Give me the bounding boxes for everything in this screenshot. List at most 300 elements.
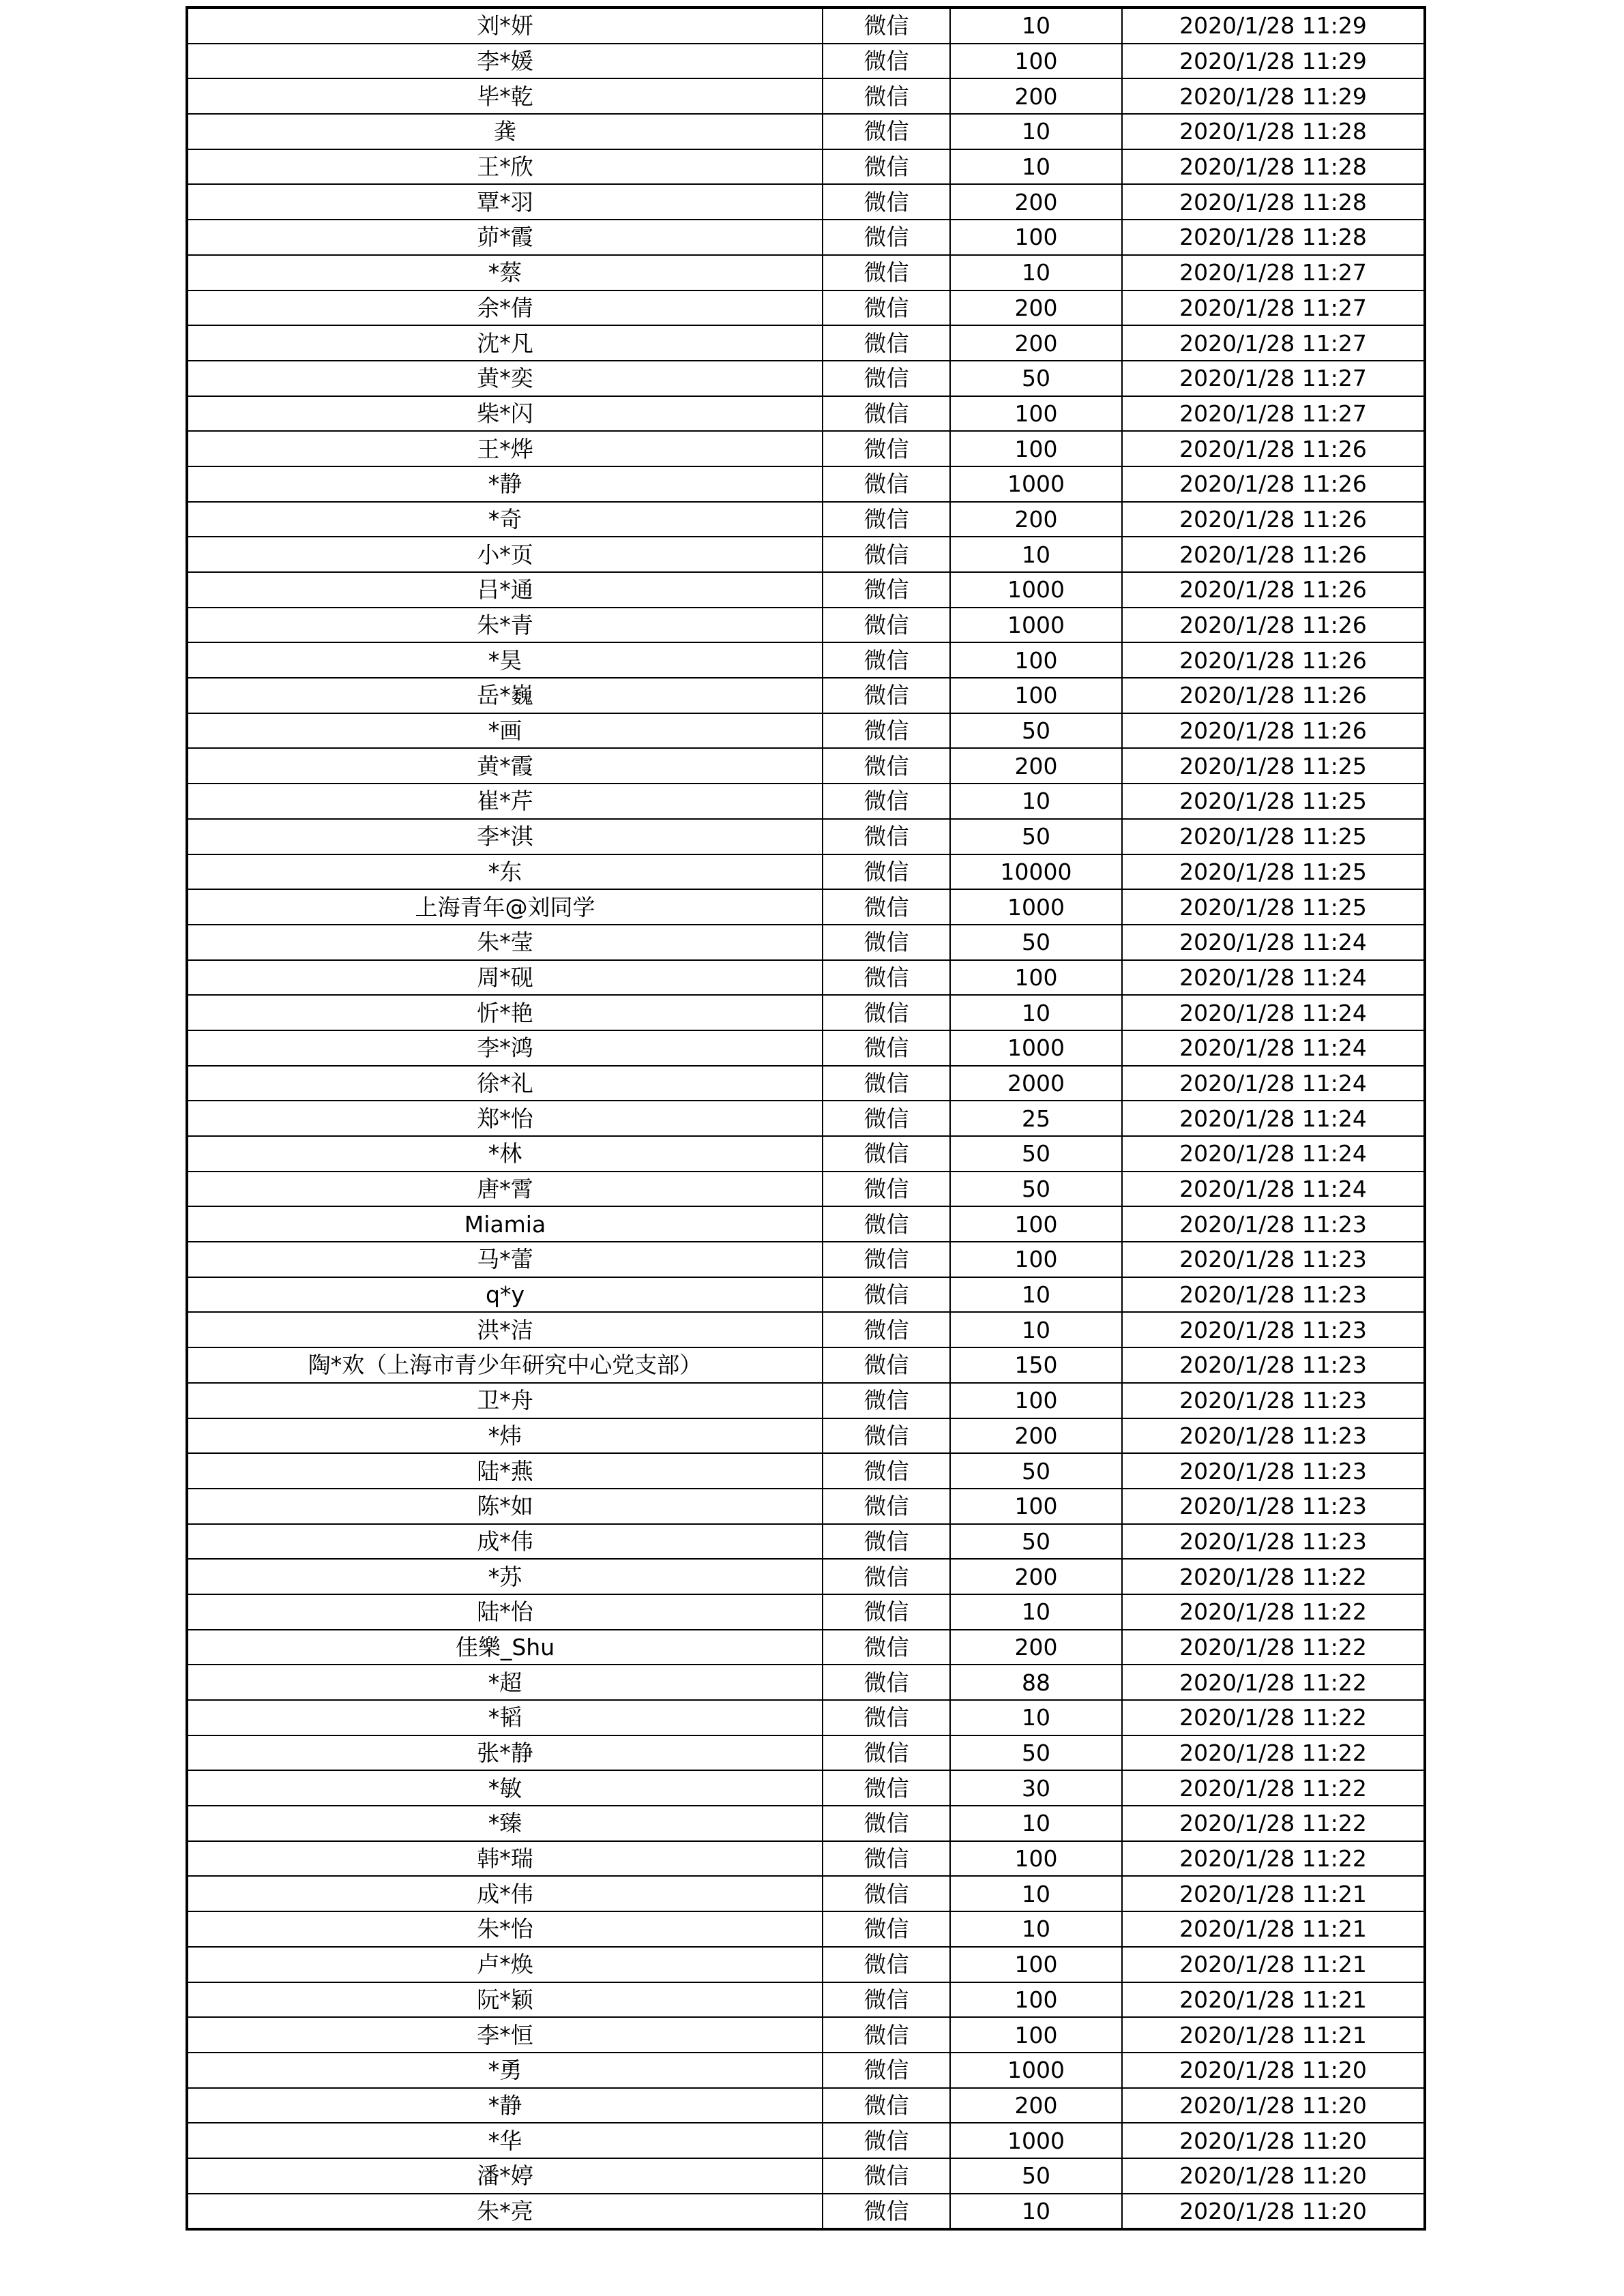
amount-cell: 10: [950, 114, 1122, 149]
table-row: [187, 1594, 1425, 1630]
time-cell: 2020/1/28 11:23: [1122, 1489, 1425, 1524]
table-row: [187, 114, 1425, 149]
donor-name-cell: 佳樂_Shu: [187, 1630, 823, 1665]
table-row: [187, 608, 1425, 643]
donor-name-cell: *奇: [187, 502, 823, 537]
donor-name-cell: *韬: [187, 1700, 823, 1735]
time-cell: 2020/1/28 11:23: [1122, 1242, 1425, 1277]
table-row: [187, 8, 1425, 44]
table-row: [187, 1665, 1425, 1700]
payment-method-cell: 微信: [823, 431, 950, 466]
payment-method-cell: 微信: [823, 325, 950, 361]
table-row: [187, 1735, 1425, 1771]
amount-cell: 100: [950, 396, 1122, 432]
donor-name-cell: 马*蕾: [187, 1242, 823, 1277]
time-cell: 2020/1/28 11:28: [1122, 220, 1425, 255]
donor-name-cell: 上海青年@刘同学: [187, 889, 823, 925]
amount-cell: 2000: [950, 1066, 1122, 1101]
amount-cell: 50: [950, 1136, 1122, 1172]
table-row: [187, 325, 1425, 361]
donor-name-cell: *蔡: [187, 255, 823, 290]
payment-method-cell: 微信: [823, 1735, 950, 1771]
payment-method-cell: 微信: [823, 678, 950, 713]
donor-name-cell: 韩*瑞: [187, 1841, 823, 1877]
amount-cell: 30: [950, 1770, 1122, 1806]
payment-method-cell: 微信: [823, 114, 950, 149]
amount-cell: 10: [950, 995, 1122, 1030]
donor-name-cell: *画: [187, 713, 823, 749]
amount-cell: 100: [950, 1206, 1122, 1242]
amount-cell: 1000: [950, 889, 1122, 925]
time-cell: 2020/1/28 11:23: [1122, 1418, 1425, 1454]
time-cell: 2020/1/28 11:26: [1122, 466, 1425, 502]
time-cell: 2020/1/28 11:26: [1122, 431, 1425, 466]
payment-method-cell: 微信: [823, 1841, 950, 1877]
time-cell: 2020/1/28 11:26: [1122, 642, 1425, 678]
donor-name-cell: *东: [187, 854, 823, 890]
table-row: [187, 255, 1425, 290]
table-row: [187, 784, 1425, 819]
amount-cell: 100: [950, 1982, 1122, 2018]
table-row: [187, 748, 1425, 784]
table-row: [187, 149, 1425, 185]
donor-name-cell: 成*伟: [187, 1876, 823, 1911]
donor-name-cell: *昊: [187, 642, 823, 678]
time-cell: 2020/1/28 11:20: [1122, 2088, 1425, 2123]
payment-method-cell: 微信: [823, 1947, 950, 1982]
amount-cell: 100: [950, 678, 1122, 713]
time-cell: 2020/1/28 11:23: [1122, 1453, 1425, 1489]
time-cell: 2020/1/28 11:27: [1122, 325, 1425, 361]
time-cell: 2020/1/28 11:26: [1122, 572, 1425, 608]
time-cell: 2020/1/28 11:24: [1122, 1066, 1425, 1101]
amount-cell: 88: [950, 1665, 1122, 1700]
payment-method-cell: 微信: [823, 995, 950, 1030]
donor-name-cell: *敏: [187, 1770, 823, 1806]
amount-cell: 100: [950, 1383, 1122, 1418]
amount-cell: 100: [950, 220, 1122, 255]
payment-method-cell: 微信: [823, 748, 950, 784]
time-cell: 2020/1/28 11:29: [1122, 8, 1425, 44]
amount-cell: 150: [950, 1347, 1122, 1383]
donor-name-cell: *超: [187, 1665, 823, 1700]
table-row: [187, 431, 1425, 466]
table-row: [187, 2017, 1425, 2053]
donor-name-cell: 李*媛: [187, 44, 823, 79]
table-row: [187, 184, 1425, 220]
amount-cell: 10: [950, 537, 1122, 572]
table-row: [187, 1066, 1425, 1101]
amount-cell: 200: [950, 1559, 1122, 1594]
donor-name-cell: 阮*颖: [187, 1982, 823, 2018]
donor-name-cell: 朱*怡: [187, 1911, 823, 1947]
donor-name-cell: 沈*凡: [187, 325, 823, 361]
amount-cell: 10: [950, 1806, 1122, 1841]
table-row: [187, 1206, 1425, 1242]
time-cell: 2020/1/28 11:24: [1122, 925, 1425, 960]
time-cell: 2020/1/28 11:23: [1122, 1347, 1425, 1383]
time-cell: 2020/1/28 11:27: [1122, 255, 1425, 290]
payment-method-cell: 微信: [823, 466, 950, 502]
table-row: [187, 1947, 1425, 1982]
donor-name-cell: 陆*怡: [187, 1594, 823, 1630]
amount-cell: 50: [950, 361, 1122, 396]
time-cell: 2020/1/28 11:23: [1122, 1277, 1425, 1313]
table-row: [187, 1982, 1425, 2018]
payment-method-cell: 微信: [823, 2088, 950, 2123]
table-row: [187, 1453, 1425, 1489]
payment-method-cell: 微信: [823, 713, 950, 749]
donation-table-body: [187, 8, 1425, 2229]
payment-method-cell: 微信: [823, 1347, 950, 1383]
time-cell: 2020/1/28 11:22: [1122, 1806, 1425, 1841]
amount-cell: 200: [950, 502, 1122, 537]
time-cell: 2020/1/28 11:20: [1122, 2053, 1425, 2088]
amount-cell: 50: [950, 2158, 1122, 2194]
payment-method-cell: 微信: [823, 2194, 950, 2230]
donor-name-cell: *炜: [187, 1418, 823, 1454]
donor-name-cell: 郑*怡: [187, 1101, 823, 1136]
time-cell: 2020/1/28 11:26: [1122, 713, 1425, 749]
time-cell: 2020/1/28 11:27: [1122, 290, 1425, 326]
donor-name-cell: 黄*霞: [187, 748, 823, 784]
amount-cell: 50: [950, 713, 1122, 749]
payment-method-cell: 微信: [823, 537, 950, 572]
donor-name-cell: 周*砚: [187, 960, 823, 996]
time-cell: 2020/1/28 11:29: [1122, 78, 1425, 114]
time-cell: 2020/1/28 11:26: [1122, 678, 1425, 713]
time-cell: 2020/1/28 11:24: [1122, 1136, 1425, 1172]
table-row: [187, 2053, 1425, 2088]
time-cell: 2020/1/28 11:28: [1122, 184, 1425, 220]
amount-cell: 100: [950, 1489, 1122, 1524]
amount-cell: 50: [950, 819, 1122, 854]
donor-name-cell: 覃*羽: [187, 184, 823, 220]
table-row: [187, 290, 1425, 326]
table-row: [187, 1312, 1425, 1347]
amount-cell: 200: [950, 78, 1122, 114]
payment-method-cell: 微信: [823, 1876, 950, 1911]
payment-method-cell: 微信: [823, 2158, 950, 2194]
time-cell: 2020/1/28 11:22: [1122, 1665, 1425, 1700]
donor-name-cell: 黄*奕: [187, 361, 823, 396]
time-cell: 2020/1/28 11:28: [1122, 149, 1425, 185]
donor-name-cell: 成*伟: [187, 1524, 823, 1560]
time-cell: 2020/1/28 11:20: [1122, 2194, 1425, 2230]
time-cell: 2020/1/28 11:22: [1122, 1700, 1425, 1735]
amount-cell: 10: [950, 1312, 1122, 1347]
donor-name-cell: 陈*如: [187, 1489, 823, 1524]
table-row: [187, 2123, 1425, 2158]
amount-cell: 10000: [950, 854, 1122, 890]
amount-cell: 10: [950, 149, 1122, 185]
amount-cell: 1000: [950, 1030, 1122, 1066]
donor-name-cell: Miamia: [187, 1206, 823, 1242]
payment-method-cell: 微信: [823, 290, 950, 326]
time-cell: 2020/1/28 11:22: [1122, 1770, 1425, 1806]
payment-method-cell: 微信: [823, 1242, 950, 1277]
amount-cell: 50: [950, 1453, 1122, 1489]
payment-method-cell: 微信: [823, 1806, 950, 1841]
payment-method-cell: 微信: [823, 2053, 950, 2088]
payment-method-cell: 微信: [823, 819, 950, 854]
amount-cell: 100: [950, 44, 1122, 79]
payment-method-cell: 微信: [823, 220, 950, 255]
payment-method-cell: 微信: [823, 1136, 950, 1172]
table-row: [187, 854, 1425, 890]
payment-method-cell: 微信: [823, 1911, 950, 1947]
time-cell: 2020/1/28 11:22: [1122, 1841, 1425, 1877]
amount-cell: 200: [950, 184, 1122, 220]
table-row: [187, 1242, 1425, 1277]
time-cell: 2020/1/28 11:21: [1122, 1911, 1425, 1947]
table-row: [187, 1806, 1425, 1841]
time-cell: 2020/1/28 11:25: [1122, 784, 1425, 819]
payment-method-cell: 微信: [823, 960, 950, 996]
payment-method-cell: 微信: [823, 8, 950, 44]
payment-method-cell: 微信: [823, 1383, 950, 1418]
payment-method-cell: 微信: [823, 784, 950, 819]
donor-name-cell: *静: [187, 466, 823, 502]
table-row: [187, 1911, 1425, 1947]
donor-name-cell: 刘*妍: [187, 8, 823, 44]
time-cell: 2020/1/28 11:21: [1122, 1947, 1425, 1982]
payment-method-cell: 微信: [823, 889, 950, 925]
donor-name-cell: 唐*霄: [187, 1172, 823, 1207]
donor-name-cell: 李*淇: [187, 819, 823, 854]
time-cell: 2020/1/28 11:20: [1122, 2123, 1425, 2158]
payment-method-cell: 微信: [823, 2123, 950, 2158]
table-row: [187, 572, 1425, 608]
table-row: [187, 1700, 1425, 1735]
time-cell: 2020/1/28 11:24: [1122, 1101, 1425, 1136]
payment-method-cell: 微信: [823, 1982, 950, 2018]
payment-method-cell: 微信: [823, 1594, 950, 1630]
amount-cell: 100: [950, 642, 1122, 678]
donor-name-cell: 洪*洁: [187, 1312, 823, 1347]
payment-method-cell: 微信: [823, 184, 950, 220]
time-cell: 2020/1/28 11:21: [1122, 1982, 1425, 2018]
donor-name-cell: 忻*艳: [187, 995, 823, 1030]
donor-name-cell: 李*恒: [187, 2017, 823, 2053]
table-row: [187, 537, 1425, 572]
table-row: [187, 1383, 1425, 1418]
donor-name-cell: 龚: [187, 114, 823, 149]
payment-method-cell: 微信: [823, 78, 950, 114]
amount-cell: 100: [950, 960, 1122, 996]
amount-cell: 10: [950, 1911, 1122, 1947]
table-row: [187, 1876, 1425, 1911]
time-cell: 2020/1/28 11:23: [1122, 1383, 1425, 1418]
payment-method-cell: 微信: [823, 1665, 950, 1700]
donor-name-cell: 王*欣: [187, 149, 823, 185]
payment-method-cell: 微信: [823, 642, 950, 678]
amount-cell: 1000: [950, 572, 1122, 608]
amount-cell: 10: [950, 2194, 1122, 2230]
payment-method-cell: 微信: [823, 1524, 950, 1560]
donor-name-cell: 朱*青: [187, 608, 823, 643]
amount-cell: 10: [950, 1876, 1122, 1911]
amount-cell: 1000: [950, 608, 1122, 643]
donor-name-cell: q*y: [187, 1277, 823, 1313]
table-row: [187, 1172, 1425, 1207]
donor-name-cell: *臻: [187, 1806, 823, 1841]
payment-method-cell: 微信: [823, 361, 950, 396]
time-cell: 2020/1/28 11:24: [1122, 1172, 1425, 1207]
time-cell: 2020/1/28 11:24: [1122, 995, 1425, 1030]
payment-method-cell: 微信: [823, 502, 950, 537]
donor-name-cell: 小*页: [187, 537, 823, 572]
time-cell: 2020/1/28 11:25: [1122, 748, 1425, 784]
amount-cell: 100: [950, 2017, 1122, 2053]
payment-method-cell: 微信: [823, 925, 950, 960]
amount-cell: 10: [950, 784, 1122, 819]
table-row: [187, 925, 1425, 960]
time-cell: 2020/1/28 11:23: [1122, 1312, 1425, 1347]
donor-name-cell: 岳*巍: [187, 678, 823, 713]
time-cell: 2020/1/28 11:21: [1122, 2017, 1425, 2053]
table-row: [187, 1841, 1425, 1877]
donor-name-cell: 徐*礼: [187, 1066, 823, 1101]
table-row: [187, 889, 1425, 925]
payment-method-cell: 微信: [823, 1172, 950, 1207]
time-cell: 2020/1/28 11:21: [1122, 1876, 1425, 1911]
amount-cell: 25: [950, 1101, 1122, 1136]
payment-method-cell: 微信: [823, 1277, 950, 1313]
table-row: [187, 2158, 1425, 2194]
amount-cell: 50: [950, 1172, 1122, 1207]
donor-name-cell: 王*烨: [187, 431, 823, 466]
amount-cell: 100: [950, 1841, 1122, 1877]
table-row: [187, 713, 1425, 749]
time-cell: 2020/1/28 11:24: [1122, 1030, 1425, 1066]
amount-cell: 200: [950, 325, 1122, 361]
donor-name-cell: 张*静: [187, 1735, 823, 1771]
payment-method-cell: 微信: [823, 1489, 950, 1524]
amount-cell: 200: [950, 748, 1122, 784]
table-row: [187, 995, 1425, 1030]
donor-name-cell: *林: [187, 1136, 823, 1172]
table-row: [187, 1770, 1425, 1806]
table-row: [187, 1489, 1425, 1524]
time-cell: 2020/1/28 11:24: [1122, 960, 1425, 996]
payment-method-cell: 微信: [823, 572, 950, 608]
amount-cell: 200: [950, 1418, 1122, 1454]
table-row: [187, 78, 1425, 114]
payment-method-cell: 微信: [823, 44, 950, 79]
table-row: [187, 678, 1425, 713]
donor-name-cell: *华: [187, 2123, 823, 2158]
donor-name-cell: 吕*通: [187, 572, 823, 608]
amount-cell: 10: [950, 255, 1122, 290]
donor-name-cell: 陶*欢（上海市青少年研究中心党支部）: [187, 1347, 823, 1383]
table-row: [187, 44, 1425, 79]
donor-name-cell: 朱*亮: [187, 2194, 823, 2230]
table-row: [187, 642, 1425, 678]
table-row: [187, 502, 1425, 537]
payment-method-cell: 微信: [823, 255, 950, 290]
amount-cell: 10: [950, 1700, 1122, 1735]
amount-cell: 50: [950, 1735, 1122, 1771]
table-row: [187, 2194, 1425, 2230]
table-row: [187, 1524, 1425, 1560]
donor-name-cell: *静: [187, 2088, 823, 2123]
donor-name-cell: 毕*乾: [187, 78, 823, 114]
donor-name-cell: 余*倩: [187, 290, 823, 326]
amount-cell: 10: [950, 1277, 1122, 1313]
amount-cell: 10: [950, 1594, 1122, 1630]
table-row: [187, 396, 1425, 432]
time-cell: 2020/1/28 11:29: [1122, 44, 1425, 79]
time-cell: 2020/1/28 11:22: [1122, 1735, 1425, 1771]
amount-cell: 1000: [950, 466, 1122, 502]
time-cell: 2020/1/28 11:25: [1122, 819, 1425, 854]
payment-method-cell: 微信: [823, 1418, 950, 1454]
donor-name-cell: 茆*霞: [187, 220, 823, 255]
table-row: [187, 1277, 1425, 1313]
amount-cell: 200: [950, 1630, 1122, 1665]
payment-method-cell: 微信: [823, 1700, 950, 1735]
time-cell: 2020/1/28 11:25: [1122, 889, 1425, 925]
payment-method-cell: 微信: [823, 1030, 950, 1066]
payment-method-cell: 微信: [823, 1453, 950, 1489]
amount-cell: 100: [950, 431, 1122, 466]
donor-name-cell: *苏: [187, 1559, 823, 1594]
payment-method-cell: 微信: [823, 1101, 950, 1136]
donor-name-cell: 卢*焕: [187, 1947, 823, 1982]
payment-method-cell: 微信: [823, 1770, 950, 1806]
payment-method-cell: 微信: [823, 1206, 950, 1242]
amount-cell: 10: [950, 8, 1122, 44]
table-row: [187, 1418, 1425, 1454]
payment-method-cell: 微信: [823, 1559, 950, 1594]
time-cell: 2020/1/28 11:22: [1122, 1594, 1425, 1630]
table-row: [187, 220, 1425, 255]
payment-method-cell: 微信: [823, 1066, 950, 1101]
table-row: [187, 1136, 1425, 1172]
time-cell: 2020/1/28 11:20: [1122, 2158, 1425, 2194]
payment-method-cell: 微信: [823, 396, 950, 432]
time-cell: 2020/1/28 11:27: [1122, 396, 1425, 432]
payment-method-cell: 微信: [823, 1630, 950, 1665]
amount-cell: 50: [950, 1524, 1122, 1560]
payment-method-cell: 微信: [823, 854, 950, 890]
time-cell: 2020/1/28 11:22: [1122, 1559, 1425, 1594]
amount-cell: 200: [950, 290, 1122, 326]
donor-name-cell: 潘*婷: [187, 2158, 823, 2194]
time-cell: 2020/1/28 11:26: [1122, 608, 1425, 643]
payment-method-cell: 微信: [823, 1312, 950, 1347]
table-row: [187, 1101, 1425, 1136]
table-row: [187, 819, 1425, 854]
time-cell: 2020/1/28 11:25: [1122, 854, 1425, 890]
table-row: [187, 1559, 1425, 1594]
table-row: [187, 1030, 1425, 1066]
donor-name-cell: 柴*闪: [187, 396, 823, 432]
payment-method-cell: 微信: [823, 149, 950, 185]
time-cell: 2020/1/28 11:27: [1122, 361, 1425, 396]
donor-name-cell: 李*鸿: [187, 1030, 823, 1066]
donation-table: [186, 6, 1426, 2231]
payment-method-cell: 微信: [823, 2017, 950, 2053]
time-cell: 2020/1/28 11:28: [1122, 114, 1425, 149]
donor-name-cell: *勇: [187, 2053, 823, 2088]
table-row: [187, 1630, 1425, 1665]
donor-name-cell: 陆*燕: [187, 1453, 823, 1489]
time-cell: 2020/1/28 11:26: [1122, 537, 1425, 572]
table-row: [187, 2088, 1425, 2123]
donor-name-cell: 崔*芹: [187, 784, 823, 819]
